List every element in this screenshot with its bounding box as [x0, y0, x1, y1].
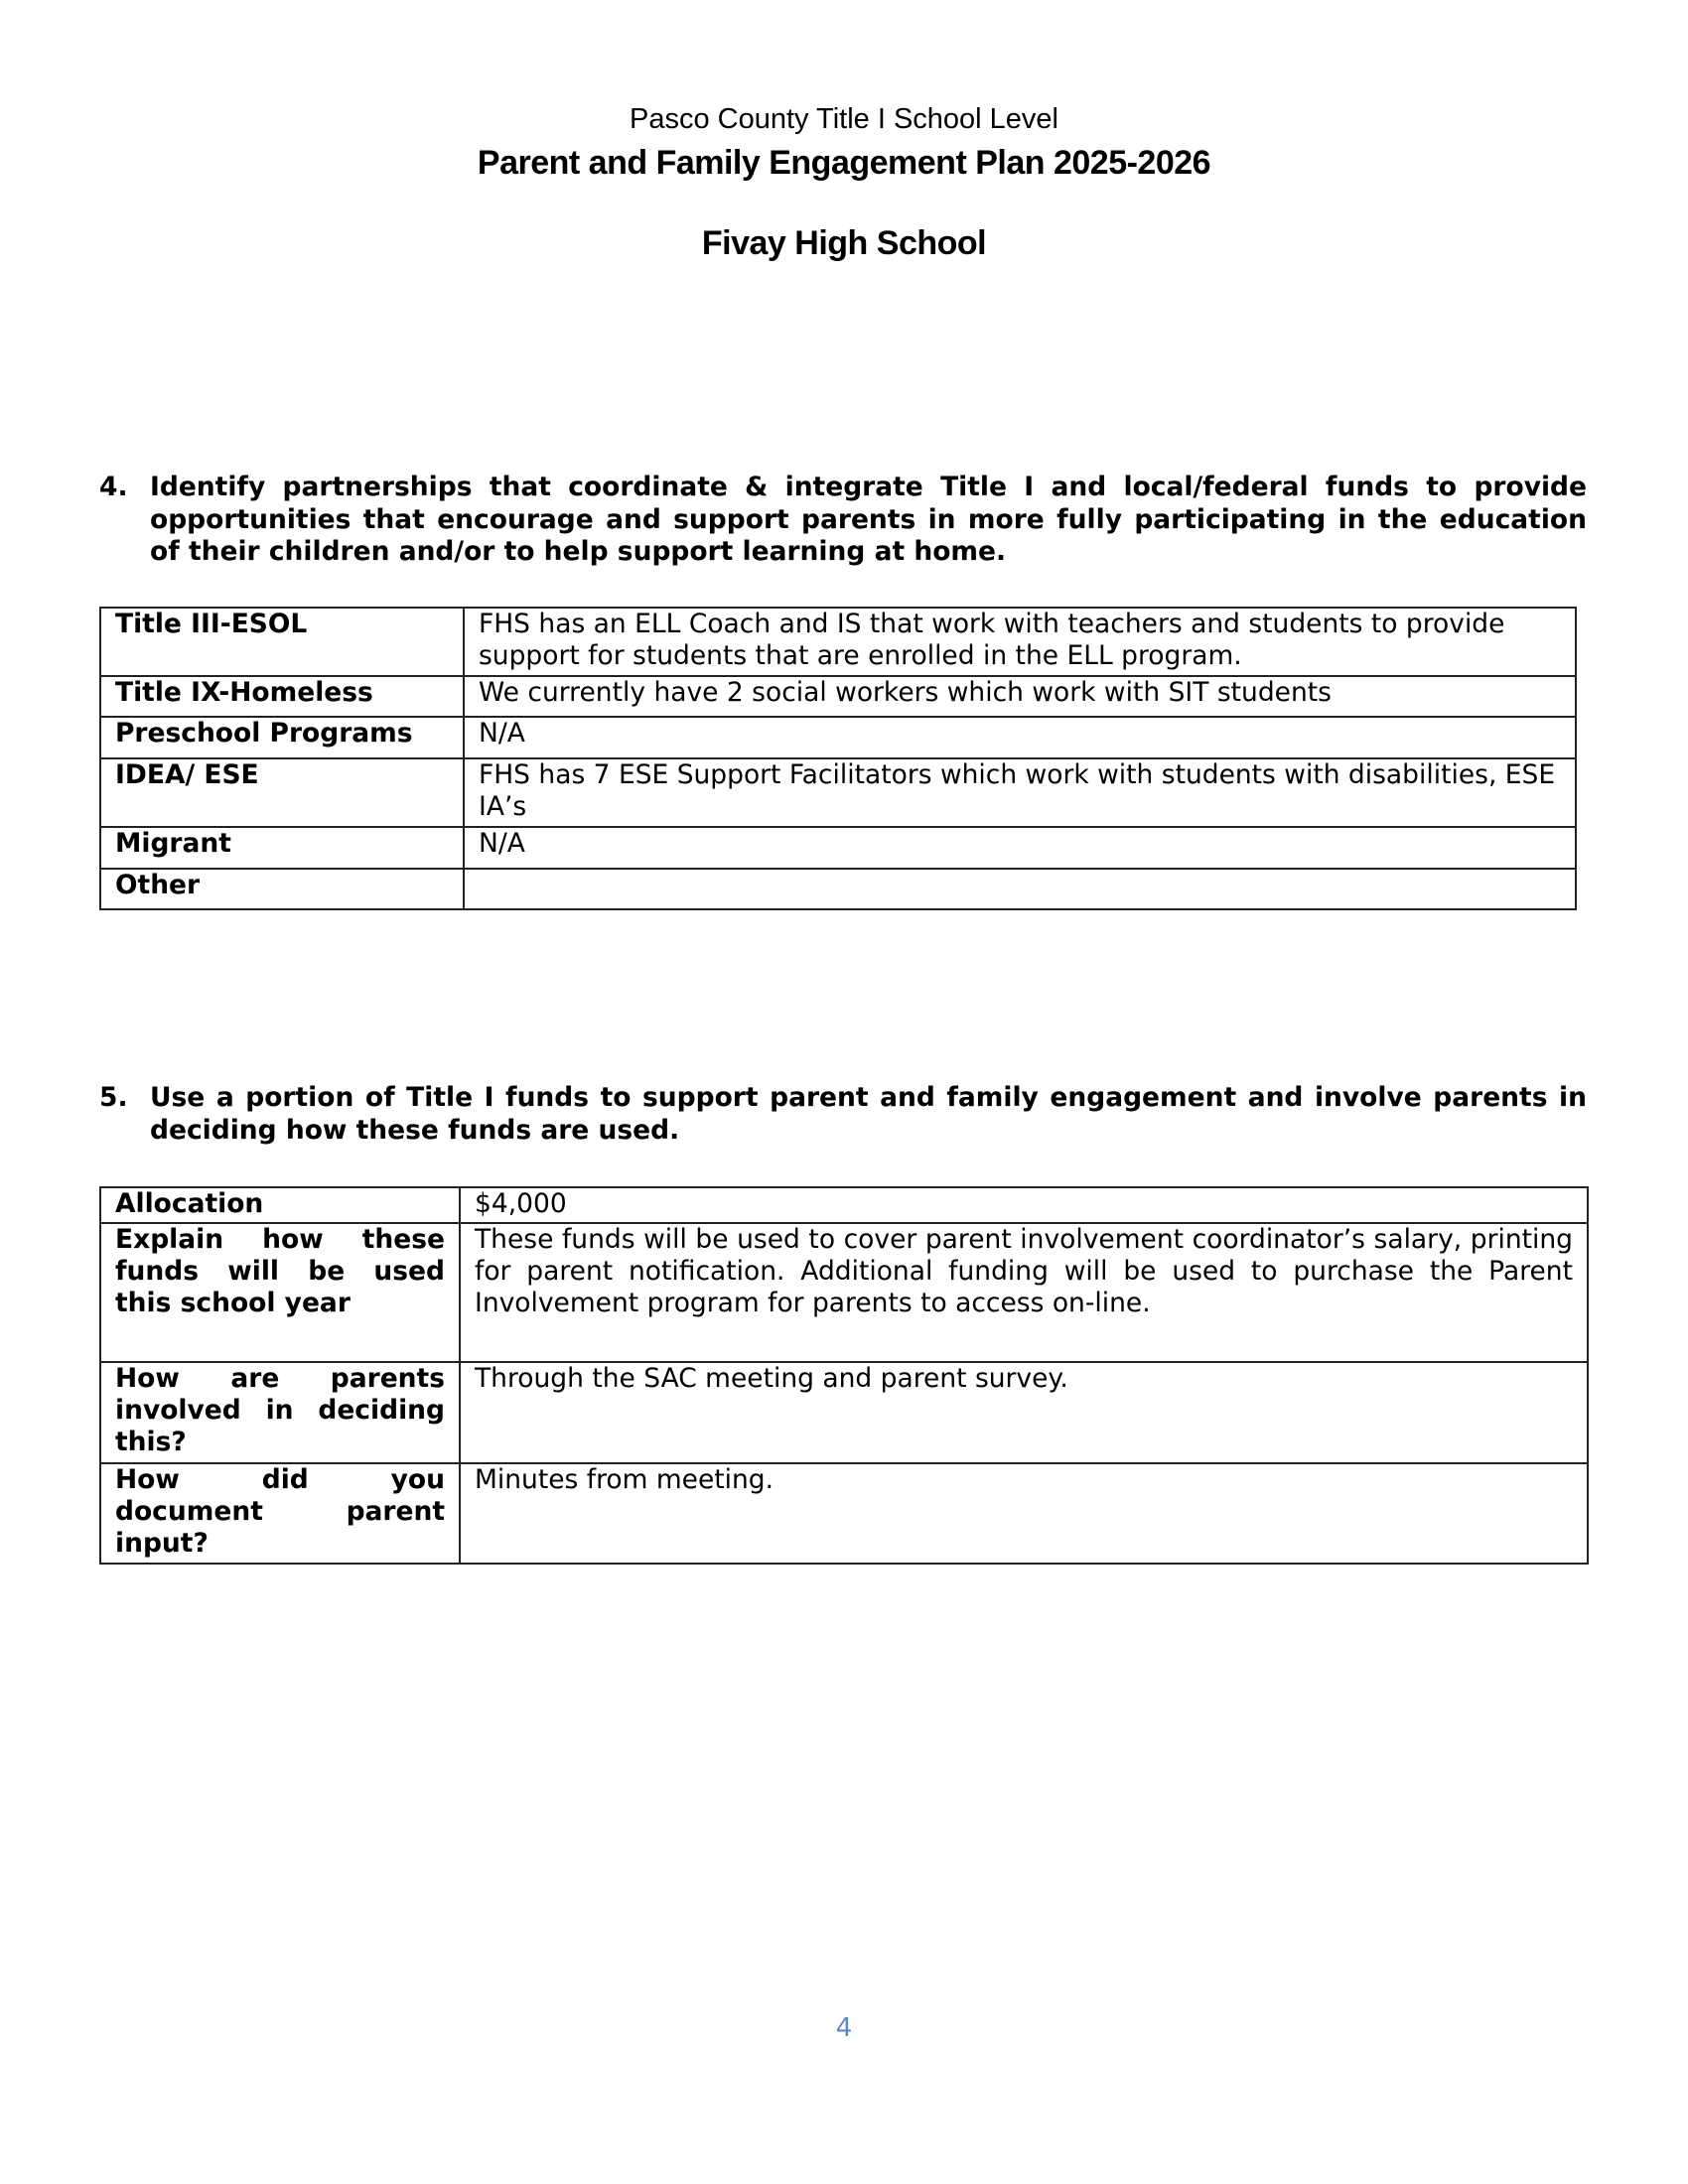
- table-row: [100, 1463, 1588, 1564]
- table-row: [100, 869, 1576, 909]
- header-district-line: Pasco County Title I School Level: [629, 103, 1058, 135]
- section-4-question-text: Identify partnerships that coordinate & integrate Title I and local/federal funds to provide opportunities that encourage and support parents in more fully participating in the education of their children and/or to help support learning at home.: [150, 472, 1587, 567]
- page-number: 4: [835, 2013, 853, 2043]
- table-row: [100, 717, 1576, 758]
- table-row: [100, 758, 1576, 827]
- row-label: Explain how these funds will be used this school year: [100, 1223, 460, 1362]
- row-value: $4,000: [460, 1187, 1588, 1223]
- partnerships-table: [99, 607, 1577, 910]
- table-row: [100, 827, 1576, 869]
- school-name: Fivay High School: [701, 224, 987, 262]
- row-value: N/A: [464, 827, 1576, 869]
- row-value: Minutes from meeting.: [460, 1463, 1588, 1564]
- row-value: N/A: [464, 717, 1576, 758]
- row-value: [464, 869, 1576, 909]
- row-value: We currently have 2 social workers which work with SIT students: [464, 676, 1576, 717]
- table-row: [100, 1223, 1588, 1362]
- section-5-question-text: Use a portion of Title I funds to support parent and family engagement and involve parents in deciding how these funds are used.: [150, 1082, 1587, 1146]
- section-5-number: 5.: [99, 1082, 128, 1113]
- row-label: Title IX-Homeless: [100, 676, 464, 717]
- table-row: [100, 1362, 1588, 1463]
- section-5-question: [99, 1082, 1587, 1147]
- row-label: Other: [100, 869, 464, 909]
- row-label: How are parents involved in deciding this?: [100, 1362, 460, 1463]
- row-label: Allocation: [100, 1187, 460, 1223]
- row-label: IDEA/ ESE: [100, 758, 464, 827]
- row-label: Title III-ESOL: [100, 608, 464, 676]
- section-4-question: [99, 472, 1587, 569]
- row-value: FHS has 7 ESE Support Facilitators which work with students with disabilities, ESE IA’s: [464, 758, 1576, 827]
- section-4-number: 4.: [99, 472, 128, 502]
- table-row: [100, 608, 1576, 676]
- row-label: Preschool Programs: [100, 717, 464, 758]
- row-value: FHS has an ELL Coach and IS that work with teachers and students to provide support for students that are enrolled in the ELL program.: [464, 608, 1576, 676]
- row-label: Migrant: [100, 827, 464, 869]
- document-title: Parent and Family Engagement Plan 2025-2026: [477, 144, 1211, 182]
- row-label: How did you document parent input?: [100, 1463, 460, 1564]
- funds-table: [99, 1186, 1589, 1565]
- table-row: [100, 676, 1576, 717]
- row-value: Through the SAC meeting and parent survey.: [460, 1362, 1588, 1463]
- row-value: These funds will be used to cover parent involvement coordinator’s salary, printing for parent notification. Additional funding will be used to purchase the Parent Involvement program for parents to access on-line.: [460, 1223, 1588, 1362]
- table-row: [100, 1187, 1588, 1223]
